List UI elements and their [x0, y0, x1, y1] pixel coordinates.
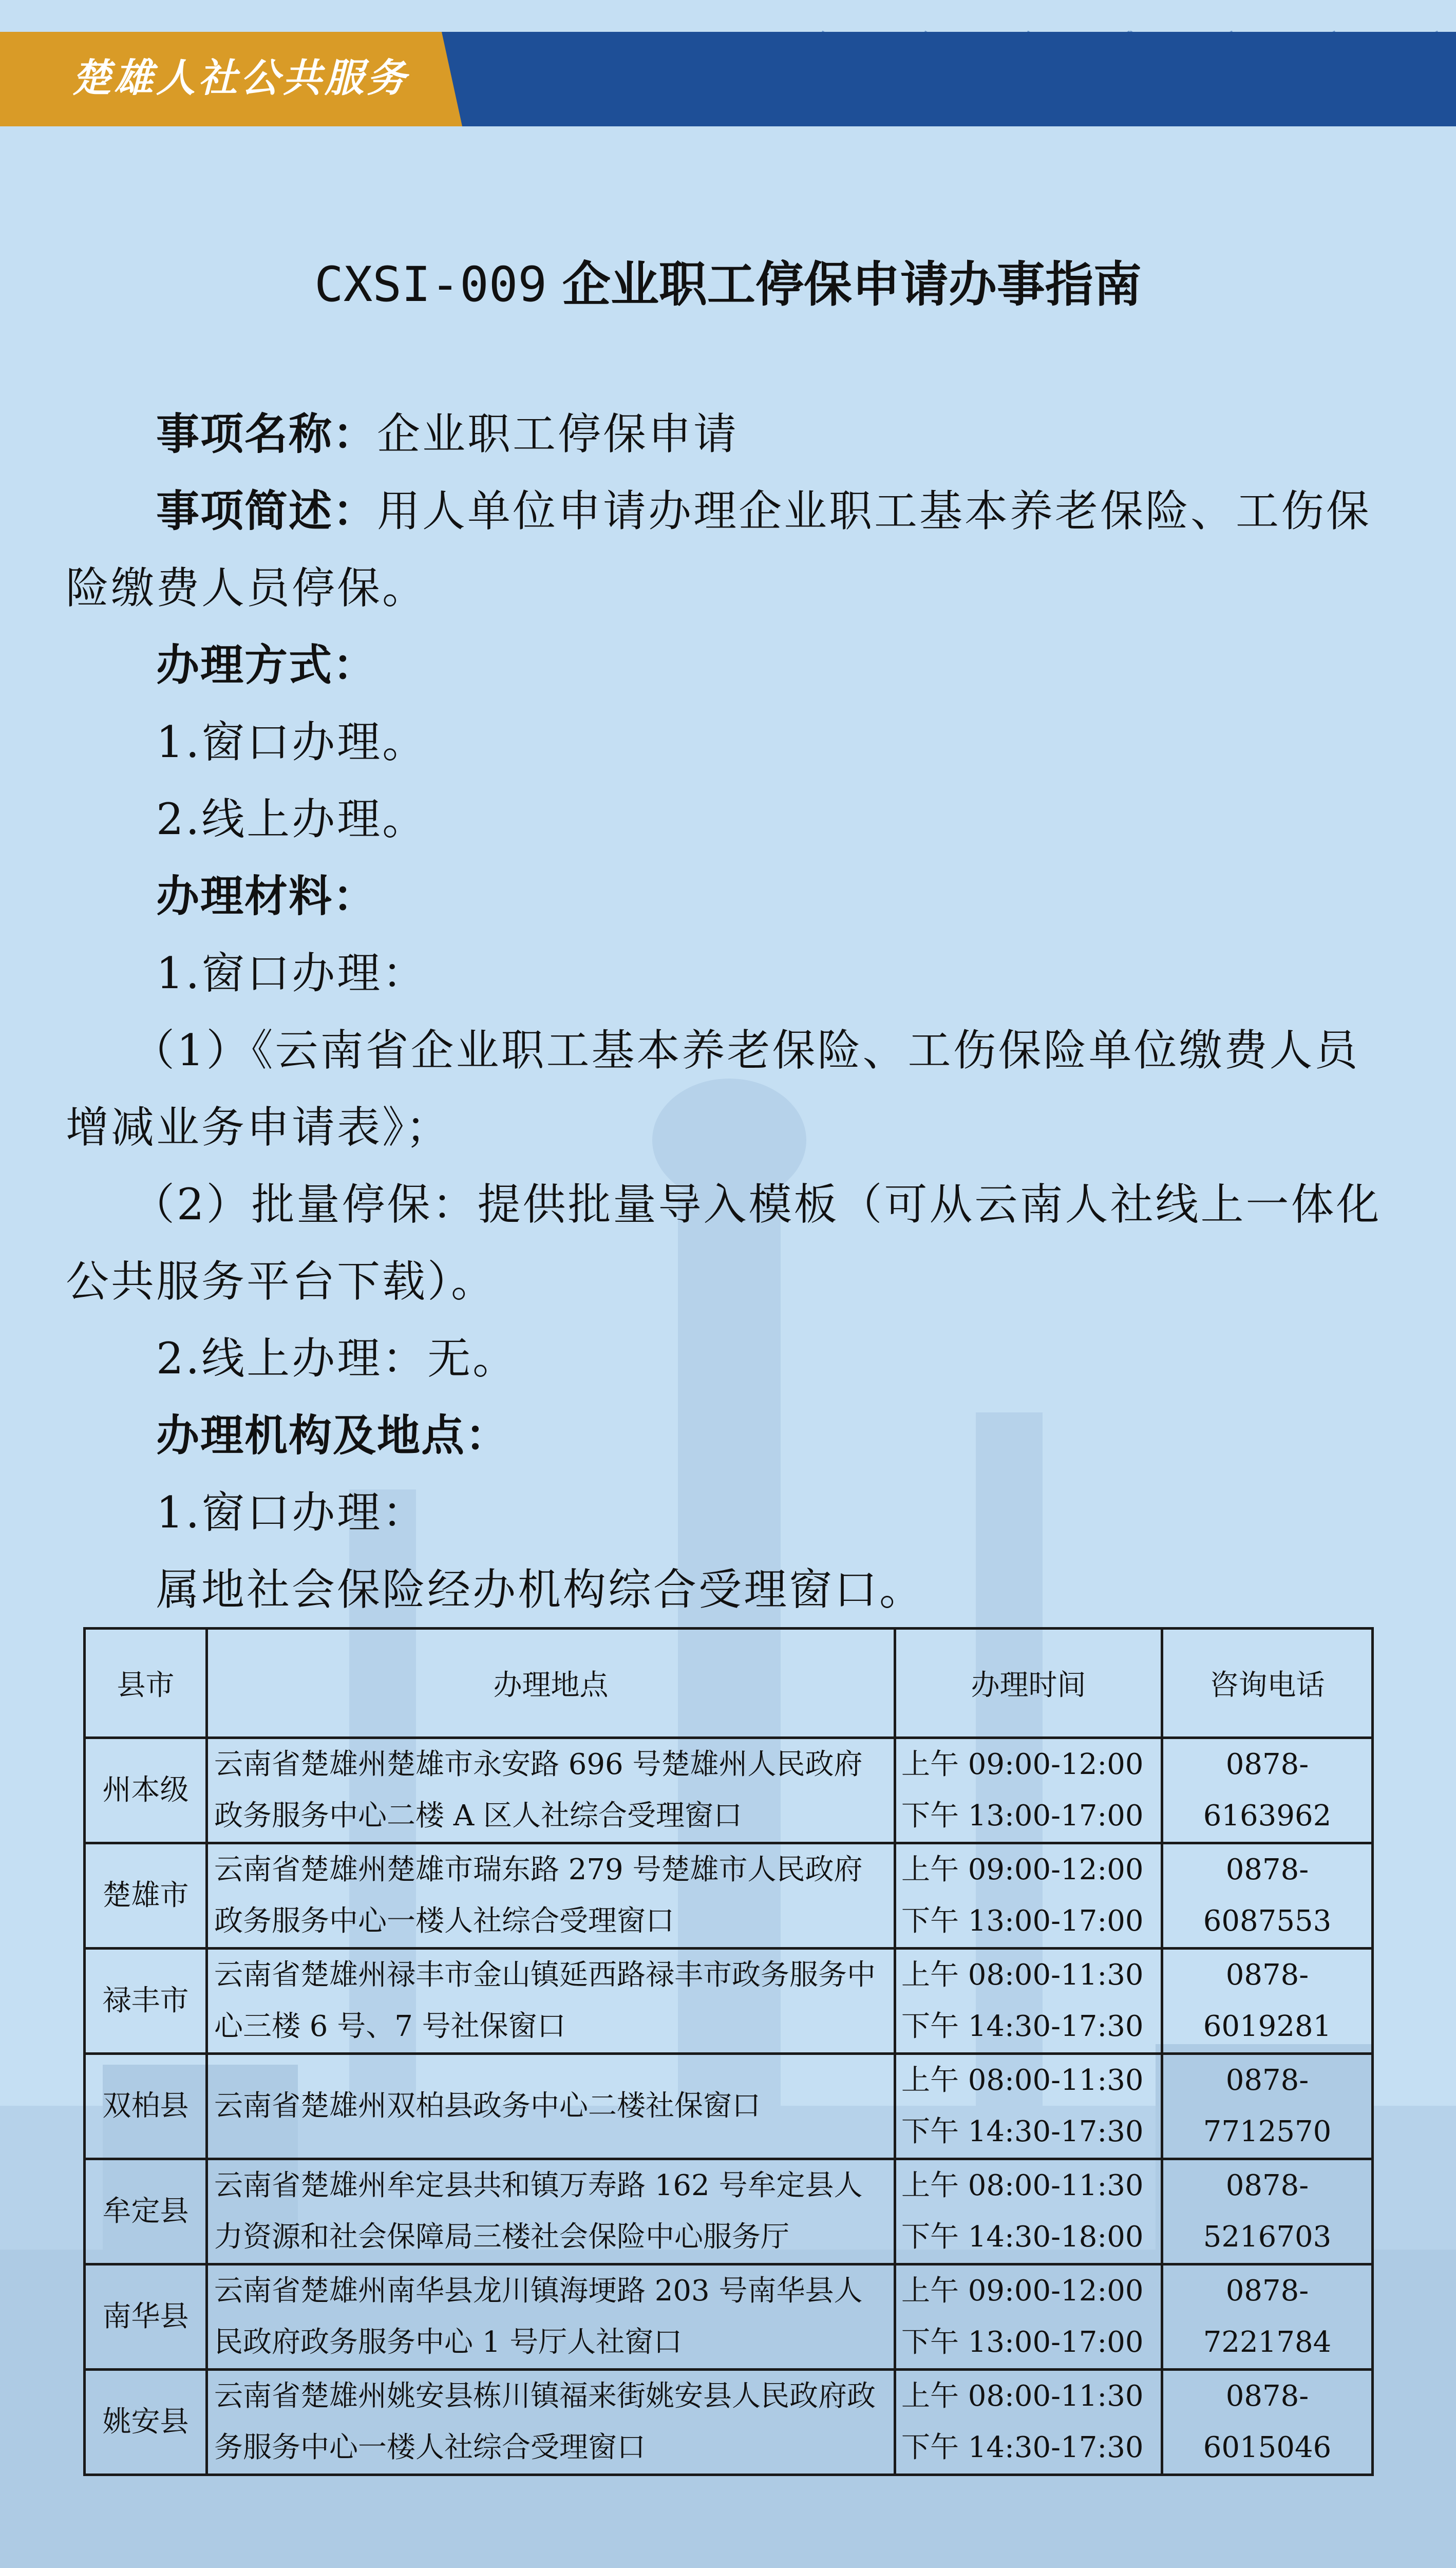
table-row	[85, 1949, 1373, 2054]
county-cell: 南华县	[85, 2264, 207, 2370]
address-cell: 云南省楚雄州双柏县政务中心二楼社保窗口	[207, 2054, 895, 2159]
materials-item-1: （1）《云南省企业职工基本养老保险、工伤保险单位缴费人员增减业务申请表》；	[66, 1025, 1360, 1153]
hours-cell	[895, 1949, 1162, 2054]
table-header-row	[85, 1629, 1373, 1738]
county-cell: 牟定县	[85, 2159, 207, 2264]
hours-cell	[895, 1738, 1162, 1843]
table-row	[85, 1738, 1373, 1843]
afternoon-hours: 下午 14:30-17:30	[901, 2431, 1144, 2464]
afternoon-hours: 下午 14:30-18:00	[901, 2220, 1144, 2254]
afternoon-hours: 下午 14:30-17:30	[901, 2115, 1144, 2148]
phone-cell: 0878-6015046	[1162, 2370, 1373, 2475]
address-cell: 云南省楚雄州牟定县共和镇万寿路 162 号牟定县人力资源和社会保障局三楼社会保险中心服务厅	[207, 2159, 895, 2264]
item-name-paragraph	[66, 395, 1391, 473]
phone-cell: 0878-7221784	[1162, 2264, 1373, 2370]
table-row	[85, 2159, 1373, 2264]
table-row	[85, 2370, 1373, 2475]
materials-heading: 办理材料：	[156, 871, 377, 921]
header-county: 县市	[85, 1629, 207, 1738]
item-name-label: 事项名称：	[156, 409, 377, 459]
header-phone: 咨询电话	[1162, 1629, 1373, 1738]
materials-item-2: （2）批量停保：提供批量导入模板（可从云南人社线上一体化公共服务平台下载）。	[66, 1179, 1382, 1307]
office-table	[83, 1627, 1374, 2476]
hours-cell	[895, 2264, 1162, 2370]
table-row	[85, 1843, 1373, 1949]
header-address: 办理地点	[207, 1629, 895, 1738]
method-heading: 办理方式：	[156, 640, 377, 690]
table-row	[85, 2264, 1373, 2370]
hours-cell	[895, 1843, 1162, 1949]
morning-hours: 上午 08:00-11:30	[901, 2380, 1144, 2413]
hours-cell	[895, 2370, 1162, 2475]
afternoon-hours: 下午 13:00-17:00	[901, 1904, 1144, 1938]
address-cell: 云南省楚雄州姚安县栋川镇福来街姚安县人民政府政务服务中心一楼人社综合受理窗口	[207, 2370, 895, 2475]
county-cell: 州本级	[85, 1738, 207, 1843]
morning-hours: 上午 09:00-12:00	[901, 2274, 1144, 2308]
method-item-1: 1.窗口办理。	[156, 717, 428, 767]
agency-description: 属地社会保险经办机构综合受理窗口。	[156, 1564, 925, 1615]
county-cell: 禄丰市	[85, 1949, 207, 2054]
document-name: 企业职工停保申请办事指南	[562, 257, 1142, 313]
phone-cell: 0878-5216703	[1162, 2159, 1373, 2264]
county-cell: 姚安县	[85, 2370, 207, 2475]
phone-cell: 0878-6163962	[1162, 1738, 1373, 1843]
phone-cell: 0878-6087553	[1162, 1843, 1373, 1949]
address-cell: 云南省楚雄州南华县龙川镇海埂路 203 号南华县人民政府政务服务中心 1 号厅人社窗口	[207, 2264, 895, 2370]
brand-title: 楚雄人社公共服务	[72, 55, 409, 101]
summary-value: 用人单位申请办理企业职工基本养老保险、工伤保险缴费人员停保。	[66, 486, 1372, 613]
item-name-value: 企业职工停保申请	[377, 409, 739, 459]
morning-hours: 上午 08:00-11:30	[901, 2064, 1144, 2097]
address-cell: 云南省楚雄州楚雄市永安路 696 号楚雄州人民政府政务服务中心二楼 A 区人社综合受理窗口	[207, 1738, 895, 1843]
morning-hours: 上午 08:00-11:30	[901, 2169, 1144, 2202]
morning-hours: 上午 09:00-12:00	[901, 1853, 1144, 1886]
hours-cell	[895, 2054, 1162, 2159]
morning-hours: 上午 09:00-12:00	[901, 1748, 1144, 1781]
county-cell: 双柏县	[85, 2054, 207, 2159]
hours-cell	[895, 2159, 1162, 2264]
summary-paragraph	[66, 473, 1391, 627]
method-item-2: 2.线上办理。	[156, 794, 428, 844]
phone-cell: 0878-6019281	[1162, 1949, 1373, 2054]
agency-window: 1.窗口办理：	[156, 1487, 428, 1538]
address-cell: 云南省楚雄州楚雄市瑞东路 279 号楚雄市人民政府政务服务中心一楼人社综合受理窗口	[207, 1843, 895, 1949]
document-title	[0, 247, 1456, 324]
summary-label: 事项简述：	[156, 486, 377, 536]
header-hours: 办理时间	[895, 1629, 1162, 1738]
agency-heading: 办理机构及地点：	[156, 1410, 510, 1461]
materials-online: 2.线上办理：无。	[156, 1333, 518, 1384]
afternoon-hours: 下午 13:00-17:00	[901, 2326, 1144, 2359]
morning-hours: 上午 08:00-11:30	[901, 1958, 1144, 1992]
phone-cell: 0878-7712570	[1162, 2054, 1373, 2159]
county-cell: 楚雄市	[85, 1843, 207, 1949]
afternoon-hours: 下午 13:00-17:00	[901, 1799, 1144, 1833]
table-row	[85, 2054, 1373, 2159]
materials-window: 1.窗口办理：	[156, 948, 428, 998]
afternoon-hours: 下午 14:30-17:30	[901, 2010, 1144, 2043]
guide-content	[66, 395, 1391, 1628]
address-cell: 云南省楚雄州禄丰市金山镇延西路禄丰市政务服务中心三楼 6 号、7 号社保窗口	[207, 1949, 895, 2054]
document-code: CXSI-009	[314, 257, 547, 313]
